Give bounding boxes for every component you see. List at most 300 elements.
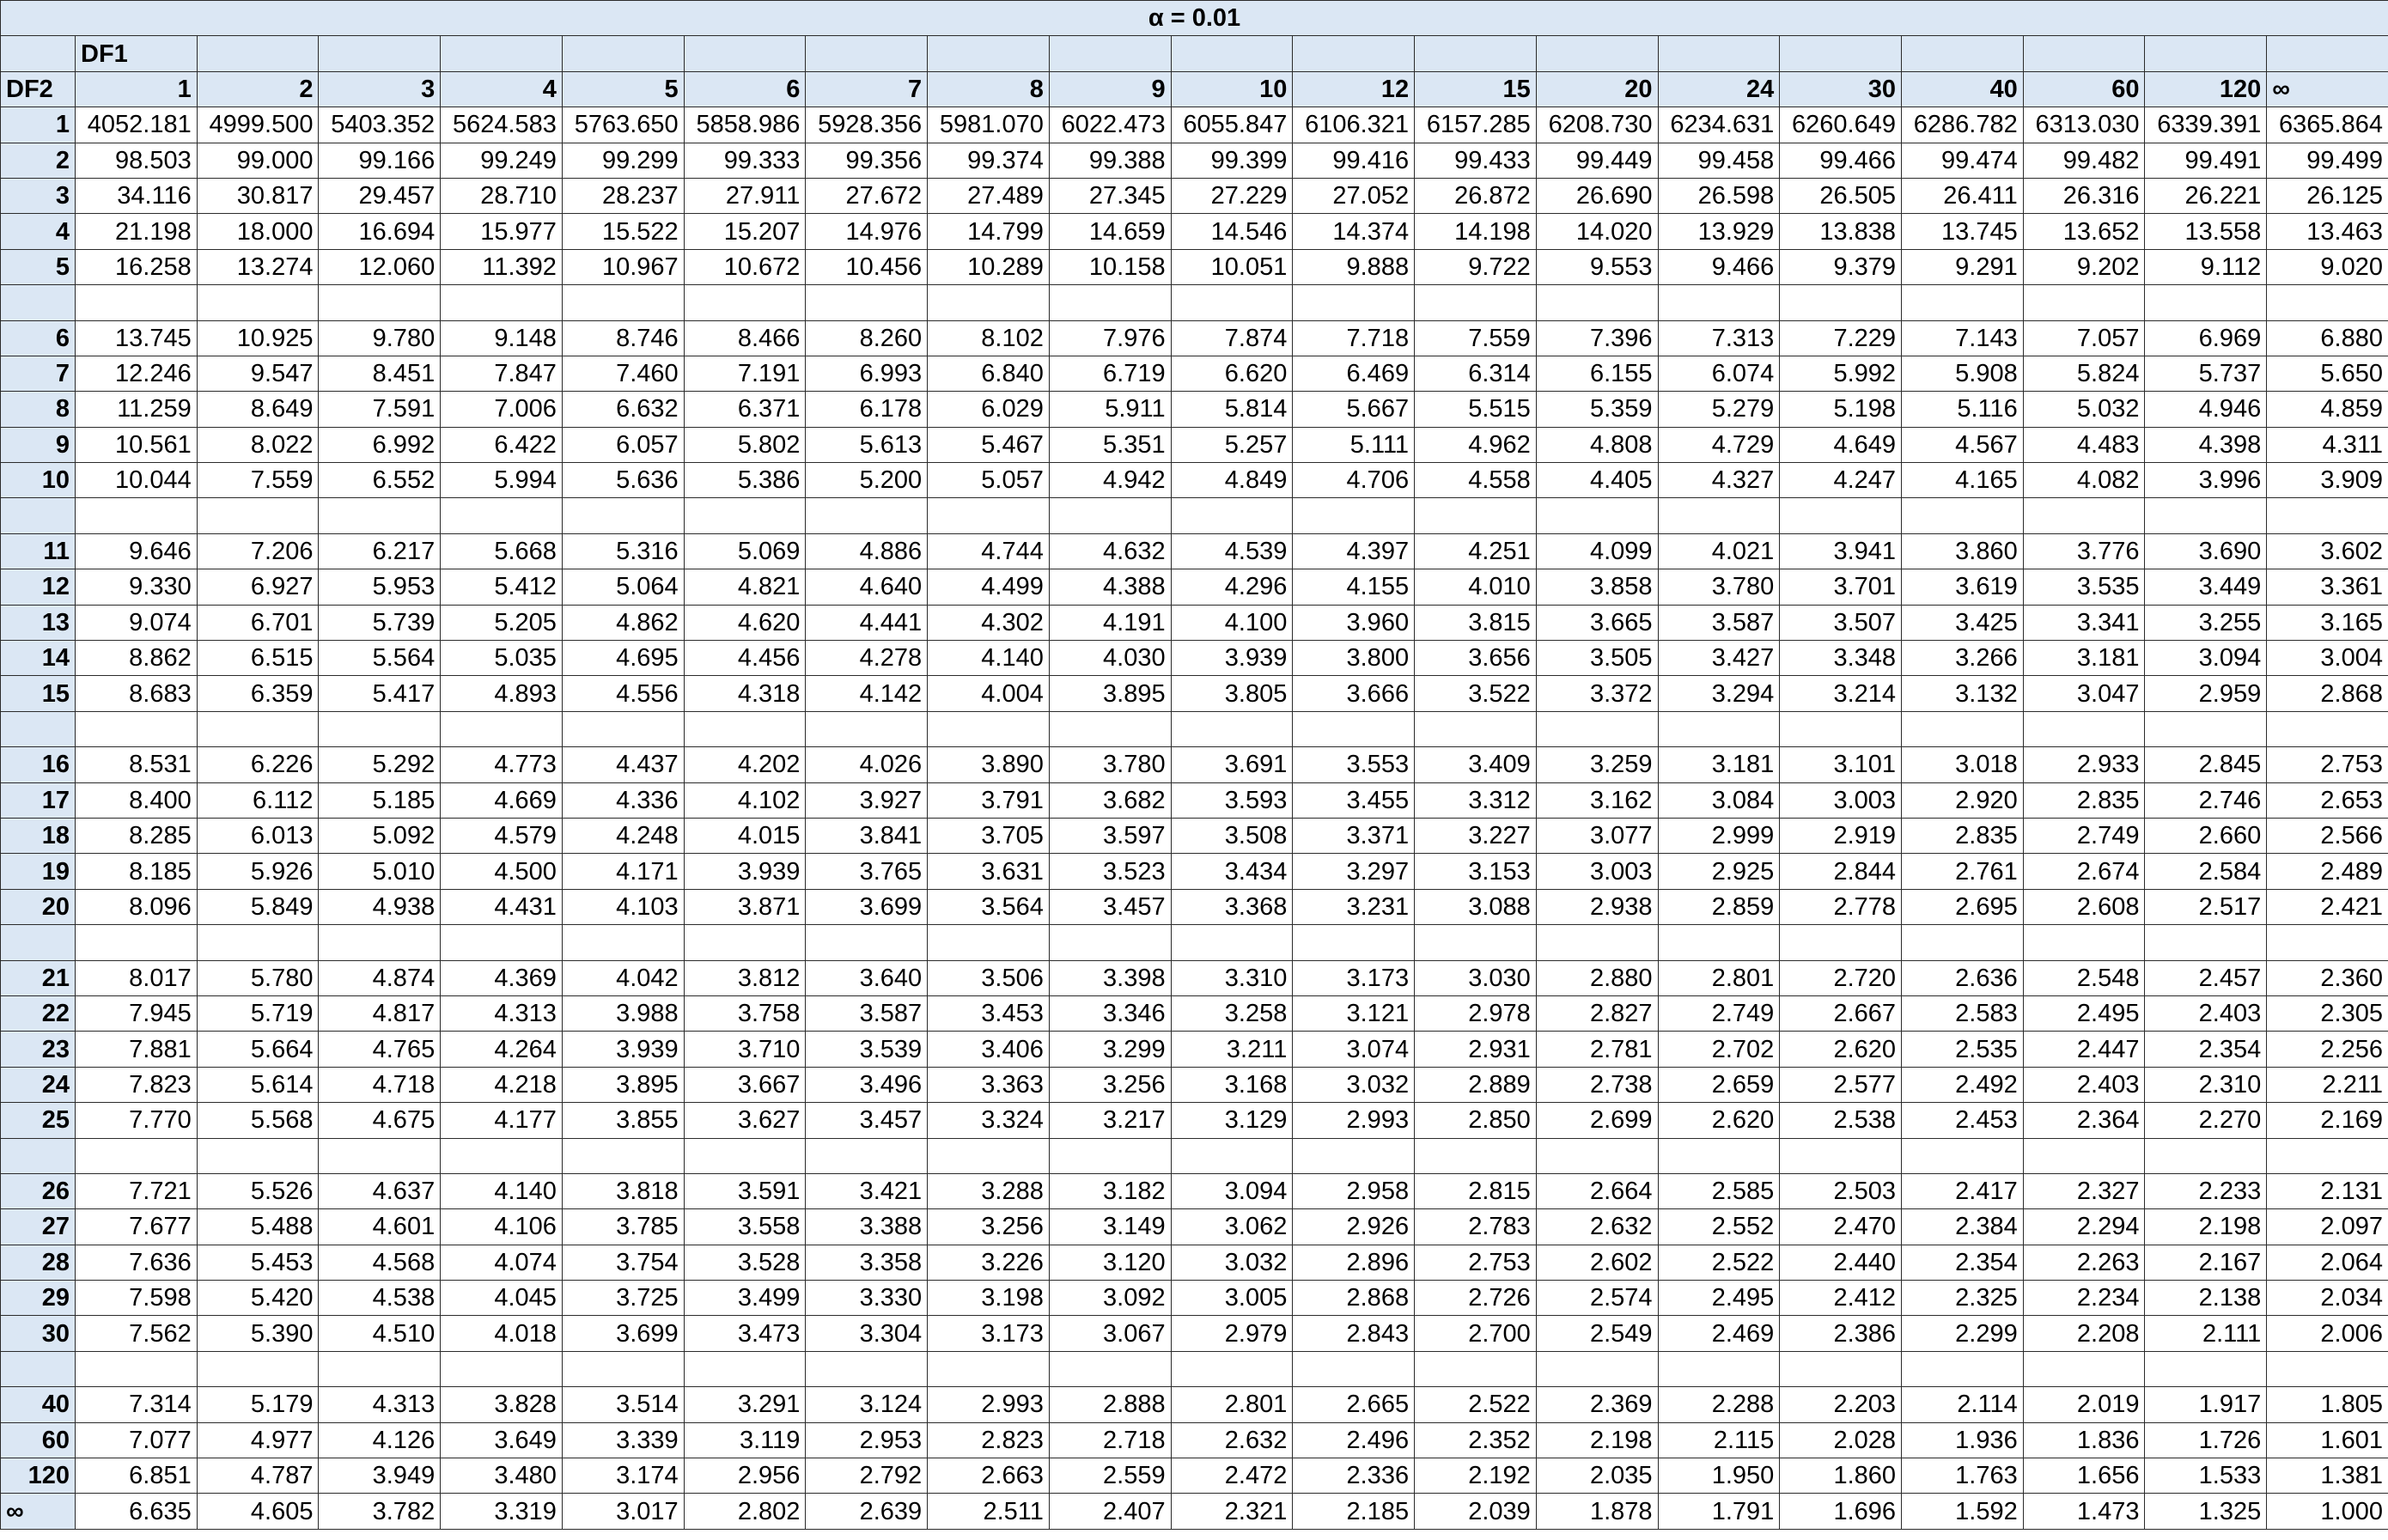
title-row [1, 1, 2388, 36]
table-cell: 2.783 [1415, 1209, 1537, 1245]
table-cell: 6286.782 [1902, 107, 2024, 143]
table-cell: 3.030 [1415, 960, 1537, 995]
table-cell: 4.397 [1293, 533, 1415, 569]
table-cell: 3.841 [806, 818, 928, 853]
df1-label: DF1 [76, 36, 198, 71]
row-header-df2: 3 [1, 178, 76, 213]
table-cell: 2.868 [2267, 676, 2388, 711]
spacer-cell [1902, 711, 2024, 746]
table-cell: 2.511 [928, 1494, 1050, 1529]
table-cell: 3.812 [684, 960, 806, 995]
table-cell: 3.182 [1049, 1173, 1171, 1208]
table-cell: 4.388 [1049, 569, 1171, 605]
table-cell: 5624.583 [441, 107, 563, 143]
spacer-cell [2145, 711, 2267, 746]
row-header-df2: 14 [1, 641, 76, 676]
table-cell: 27.229 [1171, 178, 1293, 213]
table-row [1, 392, 2388, 427]
table-cell: 2.868 [1293, 1281, 1415, 1316]
header-blank-cell [1902, 36, 2024, 71]
table-row [1, 1245, 2388, 1280]
spacer-cell [1415, 925, 1537, 960]
table-cell: 6.359 [197, 676, 319, 711]
table-cell: 26.598 [1658, 178, 1780, 213]
table-row [1, 818, 2388, 853]
spacer-cell [76, 1138, 198, 1173]
table-cell: 3.949 [319, 1458, 441, 1494]
spacer-row [1, 1138, 2388, 1173]
table-cell: 4.456 [684, 641, 806, 676]
row-header-df2: 22 [1, 995, 76, 1031]
table-cell: 2.035 [1536, 1458, 1658, 1494]
table-cell: 6022.473 [1049, 107, 1171, 143]
table-cell: 3.453 [928, 995, 1050, 1031]
table-cell: 3.162 [1536, 782, 1658, 818]
spacer-cell [1780, 1351, 1902, 1386]
table-cell: 3.725 [562, 1281, 684, 1316]
column-header-df1: 20 [1536, 71, 1658, 107]
table-cell: 3.088 [1415, 889, 1537, 924]
table-cell: 3.132 [1902, 676, 2024, 711]
table-cell: 2.299 [1902, 1316, 2024, 1351]
table-cell: 3.939 [1171, 641, 1293, 676]
table-cell: 99.000 [197, 143, 319, 178]
table-cell: 9.722 [1415, 249, 1537, 284]
table-cell: 6.701 [197, 605, 319, 640]
table-cell: 3.656 [1415, 641, 1537, 676]
table-cell: 2.843 [1293, 1316, 1415, 1351]
table-cell: 2.781 [1536, 1032, 1658, 1067]
table-cell: 2.472 [1171, 1458, 1293, 1494]
table-cell: 10.561 [76, 427, 198, 462]
row-header-df2: 17 [1, 782, 76, 818]
row-header-df2: 24 [1, 1067, 76, 1102]
spacer-cell [1171, 1138, 1293, 1173]
spacer-cell [806, 285, 928, 320]
table-cell: 3.227 [1415, 818, 1537, 853]
column-header-df1: 30 [1780, 71, 1902, 107]
table-cell: 3.004 [2267, 641, 2388, 676]
table-cell: 5.814 [1171, 392, 1293, 427]
header-blank-cell [2145, 36, 2267, 71]
table-cell: 6.880 [2267, 320, 2388, 356]
spacer-cell [928, 925, 1050, 960]
table-cell: 4.026 [806, 747, 928, 782]
table-cell: 3.765 [806, 854, 928, 889]
table-cell: 2.208 [2023, 1316, 2145, 1351]
header-blank-cell [562, 36, 684, 71]
table-cell: 21.198 [76, 214, 198, 249]
table-row [1, 463, 2388, 498]
table-cell: 3.256 [1049, 1067, 1171, 1102]
table-cell: 2.360 [2267, 960, 2388, 995]
spacer-cell [1415, 1351, 1537, 1386]
table-cell: 2.888 [1049, 1387, 1171, 1422]
spacer-cell [2267, 285, 2388, 320]
table-cell: 3.421 [806, 1173, 928, 1208]
table-cell: 4.191 [1049, 605, 1171, 640]
table-cell: 5.737 [2145, 356, 2267, 391]
table-cell: 4.082 [2023, 463, 2145, 498]
table-cell: 3.508 [1171, 818, 1293, 853]
table-cell: 3.558 [684, 1209, 806, 1245]
table-cell: 3.266 [1902, 641, 2024, 676]
table-cell: 6.155 [1536, 356, 1658, 391]
spacer-cell [1902, 285, 2024, 320]
row-header-df2: 30 [1, 1316, 76, 1351]
table-cell: 8.531 [76, 747, 198, 782]
table-cell: 5.032 [2023, 392, 2145, 427]
row-header-df2: 40 [1, 1387, 76, 1422]
table-cell: 3.499 [684, 1281, 806, 1316]
table-cell: 7.229 [1780, 320, 1902, 356]
spacer-cell [684, 711, 806, 746]
table-cell: 2.310 [2145, 1067, 2267, 1102]
spacer-cell [1658, 498, 1780, 533]
table-cell: 4.605 [197, 1494, 319, 1529]
table-cell: 2.815 [1415, 1173, 1537, 1208]
spacer-cell [441, 1351, 563, 1386]
table-cell: 4.718 [319, 1067, 441, 1102]
table-cell: 6.840 [928, 356, 1050, 391]
column-header-df1: 9 [1049, 71, 1171, 107]
table-cell: 8.260 [806, 320, 928, 356]
table-cell: 10.044 [76, 463, 198, 498]
table-cell: 2.880 [1536, 960, 1658, 995]
header-blank-cell [441, 36, 563, 71]
column-header-df1: 6 [684, 71, 806, 107]
table-cell: 14.659 [1049, 214, 1171, 249]
spacer-cell [1536, 1138, 1658, 1173]
table-cell: 4.817 [319, 995, 441, 1031]
column-header-df1: 10 [1171, 71, 1293, 107]
table-cell: 5.453 [197, 1245, 319, 1280]
spacer-cell [319, 711, 441, 746]
table-cell: 27.052 [1293, 178, 1415, 213]
table-cell: 13.463 [2267, 214, 2388, 249]
table-cell: 99.416 [1293, 143, 1415, 178]
table-cell: 4.313 [441, 995, 563, 1031]
table-cell: 13.652 [2023, 214, 2145, 249]
table-cell: 2.632 [1536, 1209, 1658, 1245]
table-cell: 3.627 [684, 1103, 806, 1138]
table-cell: 6.178 [806, 392, 928, 427]
table-cell: 28.710 [441, 178, 563, 213]
table-cell: 3.593 [1171, 782, 1293, 818]
table-cell: 12.246 [76, 356, 198, 391]
table-cell: 9.646 [76, 533, 198, 569]
table-cell: 4.313 [319, 1387, 441, 1422]
table-cell: 9.379 [1780, 249, 1902, 284]
table-cell: 3.312 [1415, 782, 1537, 818]
table-row [1, 1458, 2388, 1494]
table-cell: 5.185 [319, 782, 441, 818]
table-cell: 2.028 [1780, 1422, 1902, 1458]
table-cell: 2.653 [2267, 782, 2388, 818]
row-header-df2: 18 [1, 818, 76, 853]
table-cell: 10.289 [928, 249, 1050, 284]
table-cell: 2.663 [928, 1458, 1050, 1494]
table-cell: 5.667 [1293, 392, 1415, 427]
table-row [1, 320, 2388, 356]
row-header-df2: 2 [1, 143, 76, 178]
table-cell: 4.862 [562, 605, 684, 640]
table-cell: 2.835 [1902, 818, 2024, 853]
table-cell: 3.348 [1780, 641, 1902, 676]
table-cell: 2.384 [1902, 1209, 2024, 1245]
spacer-cell [684, 285, 806, 320]
table-cell: 15.207 [684, 214, 806, 249]
table-cell: 14.799 [928, 214, 1050, 249]
table-cell: 4.849 [1171, 463, 1293, 498]
spacer-cell [2023, 285, 2145, 320]
spacer-cell [684, 498, 806, 533]
table-cell: 3.514 [562, 1387, 684, 1422]
spacer-cell [76, 1351, 198, 1386]
table-cell: 5.911 [1049, 392, 1171, 427]
table-cell: 4.278 [806, 641, 928, 676]
row-header-df2: 28 [1, 1245, 76, 1280]
table-cell: 3.682 [1049, 782, 1171, 818]
table-cell: 8.096 [76, 889, 198, 924]
table-cell: 3.960 [1293, 605, 1415, 640]
spacer-cell [76, 925, 198, 960]
table-cell: 5.614 [197, 1067, 319, 1102]
spacer-cell [806, 711, 928, 746]
spacer-cell [928, 1351, 1050, 1386]
table-row [1, 1103, 2388, 1138]
table-cell: 2.496 [1293, 1422, 1415, 1458]
table-cell: 4.962 [1415, 427, 1537, 462]
spacer-cell [1902, 1138, 2024, 1173]
table-cell: 4.977 [197, 1422, 319, 1458]
table-cell: 3.564 [928, 889, 1050, 924]
table-cell: 98.503 [76, 143, 198, 178]
spacer-cell [1902, 498, 2024, 533]
table-cell: 4.251 [1415, 533, 1537, 569]
table-cell: 15.977 [441, 214, 563, 249]
table-cell: 6.851 [76, 1458, 198, 1494]
table-cell: 2.019 [2023, 1387, 2145, 1422]
table-cell: 6.552 [319, 463, 441, 498]
table-cell: 3.256 [928, 1209, 1050, 1245]
spacer-cell [1049, 1138, 1171, 1173]
table-cell: 3.153 [1415, 854, 1537, 889]
table-cell: 2.403 [2145, 995, 2267, 1031]
table-cell: 6.314 [1415, 356, 1537, 391]
table-cell: 3.231 [1293, 889, 1415, 924]
table-row [1, 1422, 2388, 1458]
spacer-cell [1780, 925, 1902, 960]
table-cell: 2.620 [1780, 1032, 1902, 1067]
table-cell: 2.469 [1658, 1316, 1780, 1351]
table-cell: 2.203 [1780, 1387, 1902, 1422]
table-cell: 99.474 [1902, 143, 2024, 178]
row-header-df2: 6 [1, 320, 76, 356]
table-row [1, 214, 2388, 249]
table-cell: 10.672 [684, 249, 806, 284]
table-cell: 5.824 [2023, 356, 2145, 391]
table-cell: 2.749 [2023, 818, 2145, 853]
table-cell: 3.294 [1658, 676, 1780, 711]
table-cell: 3.818 [562, 1173, 684, 1208]
table-cell: 3.996 [2145, 463, 2267, 498]
table-cell: 4.045 [441, 1281, 563, 1316]
table-cell: 5.636 [562, 463, 684, 498]
table-cell: 3.649 [441, 1422, 563, 1458]
header-blank-cell [1293, 36, 1415, 71]
table-cell: 2.850 [1415, 1103, 1537, 1138]
table-cell: 3.094 [2145, 641, 2267, 676]
table-cell: 5.526 [197, 1173, 319, 1208]
row-header-df2: 9 [1, 427, 76, 462]
table-cell: 3.339 [562, 1422, 684, 1458]
table-cell: 6157.285 [1415, 107, 1537, 143]
table-cell: 1.763 [1902, 1458, 2024, 1494]
table-cell: 2.097 [2267, 1209, 2388, 1245]
row-header-df2: 15 [1, 676, 76, 711]
table-cell: 2.993 [1293, 1103, 1415, 1138]
table-cell: 2.064 [2267, 1245, 2388, 1280]
table-cell: 2.403 [2023, 1067, 2145, 1102]
column-header-row [1, 71, 2388, 107]
table-cell: 3.017 [562, 1494, 684, 1529]
table-cell: 8.400 [76, 782, 198, 818]
table-row [1, 605, 2388, 640]
table-cell: 5.908 [1902, 356, 2024, 391]
table-row [1, 1067, 2388, 1102]
table-cell: 9.553 [1536, 249, 1658, 284]
spacer-cell [319, 1351, 441, 1386]
table-cell: 1.473 [2023, 1494, 2145, 1529]
table-cell: 4.441 [806, 605, 928, 640]
row-header-df2: 13 [1, 605, 76, 640]
table-row [1, 1173, 2388, 1208]
table-cell: 2.352 [1415, 1422, 1537, 1458]
table-cell: 1.917 [2145, 1387, 2267, 1422]
spacer-cell [319, 498, 441, 533]
table-cell: 3.701 [1780, 569, 1902, 605]
table-cell: 2.517 [2145, 889, 2267, 924]
table-cell: 5.515 [1415, 392, 1537, 427]
table-cell: 7.591 [319, 392, 441, 427]
spacer-cell [197, 925, 319, 960]
table-cell: 1.592 [1902, 1494, 2024, 1529]
table-cell: 9.330 [76, 569, 198, 605]
table-cell: 1.696 [1780, 1494, 1902, 1529]
table-cell: 6.927 [197, 569, 319, 605]
table-cell: 2.667 [1780, 995, 1902, 1031]
spacer-cell [1658, 285, 1780, 320]
spacer-cell [2145, 1351, 2267, 1386]
table-cell: 99.466 [1780, 143, 1902, 178]
table-cell: 7.143 [1902, 320, 2024, 356]
table-cell: 3.174 [562, 1458, 684, 1494]
row-header-df2: 4 [1, 214, 76, 249]
row-header-df2: 29 [1, 1281, 76, 1316]
table-cell: 10.158 [1049, 249, 1171, 284]
table-cell: 2.896 [1293, 1245, 1415, 1280]
table-cell: 6106.321 [1293, 107, 1415, 143]
table-cell: 18.000 [197, 214, 319, 249]
table-cell: 4.302 [928, 605, 1050, 640]
table-cell: 5.488 [197, 1209, 319, 1245]
row-header-df2: 12 [1, 569, 76, 605]
table-cell: 6.371 [684, 392, 806, 427]
table-cell: 27.489 [928, 178, 1050, 213]
table-cell: 5928.356 [806, 107, 928, 143]
row-header-df2: 20 [1, 889, 76, 924]
spacer-cell [441, 285, 563, 320]
table-cell: 4.106 [441, 1209, 563, 1245]
column-header-df1: 15 [1415, 71, 1537, 107]
table-cell: 4.669 [441, 782, 563, 818]
table-cell: 3.341 [2023, 605, 2145, 640]
spacer-cell [2023, 1351, 2145, 1386]
table-cell: 4.074 [441, 1245, 563, 1280]
table-cell: 2.211 [2267, 1067, 2388, 1102]
table-cell: 99.166 [319, 143, 441, 178]
table-cell: 4.311 [2267, 427, 2388, 462]
table-cell: 3.018 [1902, 747, 2024, 782]
spacer-cell [2145, 285, 2267, 320]
table-row [1, 747, 2388, 782]
table-cell: 1.836 [2023, 1422, 2145, 1458]
spacer-cell [1536, 711, 1658, 746]
table-cell: 2.263 [2023, 1245, 2145, 1280]
table-cell: 3.505 [1536, 641, 1658, 676]
table-row [1, 782, 2388, 818]
header-blank-cell [806, 36, 928, 71]
table-cell: 4.202 [684, 747, 806, 782]
table-cell: 3.198 [928, 1281, 1050, 1316]
table-cell: 3.173 [928, 1316, 1050, 1351]
table-cell: 2.926 [1293, 1209, 1415, 1245]
spacer-cell [1, 925, 76, 960]
table-cell: 5.179 [197, 1387, 319, 1422]
table-cell: 6234.631 [1658, 107, 1780, 143]
spacer-cell [1049, 925, 1171, 960]
table-cell: 3.553 [1293, 747, 1415, 782]
table-cell: 2.738 [1536, 1067, 1658, 1102]
table-cell: 3.363 [928, 1067, 1050, 1102]
spacer-cell [1, 711, 76, 746]
table-cell: 15.522 [562, 214, 684, 249]
table-cell: 2.584 [2145, 854, 2267, 889]
table-cell: 7.721 [76, 1173, 198, 1208]
table-cell: 3.828 [441, 1387, 563, 1422]
table-cell: 7.206 [197, 533, 319, 569]
table-cell: 2.956 [684, 1458, 806, 1494]
table-cell: 3.602 [2267, 533, 2388, 569]
table-cell: 3.587 [806, 995, 928, 1031]
table-cell: 2.495 [2023, 995, 2145, 1031]
table-cell: 4.100 [1171, 605, 1293, 640]
spacer-cell [2267, 1138, 2388, 1173]
table-cell: 3.535 [2023, 569, 2145, 605]
table-cell: 4.510 [319, 1316, 441, 1351]
spacer-cell [928, 711, 1050, 746]
table-cell: 99.249 [441, 143, 563, 178]
table-cell: 7.945 [76, 995, 198, 1031]
spacer-cell [562, 711, 684, 746]
table-cell: 3.758 [684, 995, 806, 1031]
table-cell: 3.710 [684, 1032, 806, 1067]
row-header-df2: 26 [1, 1173, 76, 1208]
table-cell: 4.336 [562, 782, 684, 818]
table-cell: 99.333 [684, 143, 806, 178]
spacer-cell [806, 1351, 928, 1386]
